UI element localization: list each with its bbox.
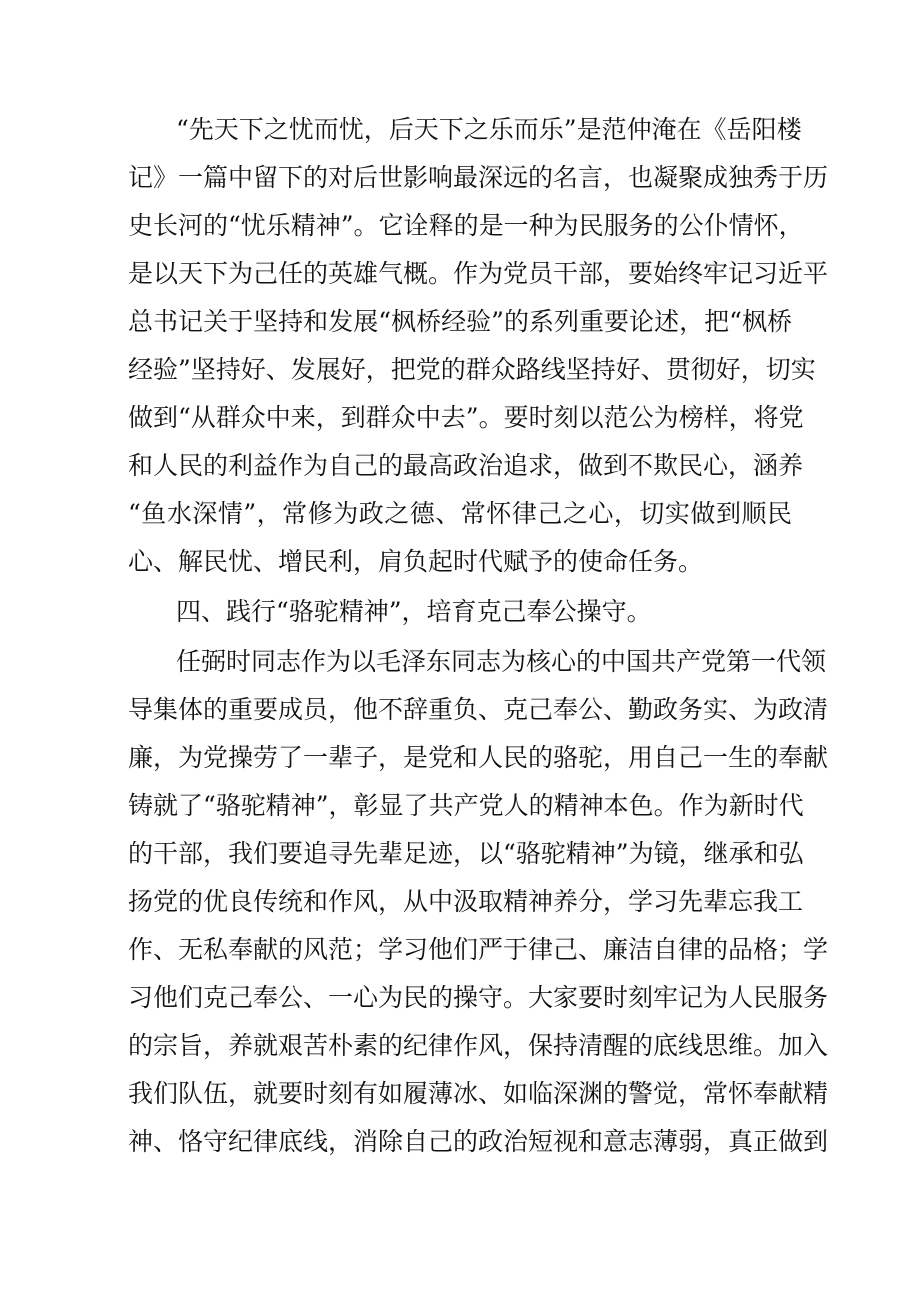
paragraph-line: 是以天下为己任的英雄气概。作为党员干部，要始终牢记习近平 xyxy=(128,259,829,288)
paragraph-line: 记》一篇中留下的对后世影响最深远的名言，也凝聚成独秀于历 xyxy=(128,163,829,192)
paragraph-line: 任弼时同志作为以毛泽东同志为核心的中国共产党第一代领 xyxy=(176,647,827,676)
paragraph-line: 的宗旨，养就艰苦朴素的纪律作风，保持清醒的底线思维。加入 xyxy=(128,1031,829,1060)
paragraph-line: 的干部，我们要追寻先辈足迹，以“骆驼精神”为镜，继承和弘 xyxy=(128,839,804,868)
paragraph-line: 导集体的重要成员，他不辞重负、克己奉公、勤政务实、为政清 xyxy=(128,695,829,724)
paragraph-line: 经验”坚持好、发展好，把党的群众路线坚持好、贯彻好，切实 xyxy=(128,355,816,384)
paragraph-line: 心、解民忧、增民利，肩负起时代赋予的使命任务。 xyxy=(128,547,704,576)
paragraph-line: 作、无私奉献的风范；学习他们严于律己、廉洁自律的品格；学 xyxy=(128,935,829,964)
paragraph-line: 和人民的利益作为自己的最高政治追求，做到不欺民心，涵养 xyxy=(128,451,804,480)
paragraph-line: 神、恪守纪律底线，消除自己的政治短视和意志薄弱，真正做到 xyxy=(128,1127,829,1156)
paragraph-line: 廉，为党操劳了一辈子，是党和人民的骆驼，用自己一生的奉献 xyxy=(128,743,829,772)
paragraph-line: 史长河的“忧乐精神”。它诠释的是一种为民服务的公仆情怀， xyxy=(128,211,804,240)
paragraph-line: 做到“从群众中来，到群众中去”。要时刻以范公为榜样，将党 xyxy=(128,403,804,432)
paragraph-line: 习他们克己奉公、一心为民的操守。大家要时刻牢记为人民服务 xyxy=(128,983,829,1012)
paragraph-line: “先天下之忧而忧，后天下之乐而乐”是范仲淹在《岳阳楼 xyxy=(176,115,802,144)
section-heading: 四、践行“骆驼精神”，培育克己奉公操守。 xyxy=(176,597,652,626)
paragraph-line: “鱼水深情”，常修为政之德、常怀律己之心，切实做到顺民 xyxy=(128,499,792,528)
paragraph-line: 扬党的优良传统和作风，从中汲取精神养分，学习先辈忘我工 xyxy=(128,887,804,916)
paragraph-line: 铸就了“骆驼精神”，彰显了共产党人的精神本色。作为新时代 xyxy=(128,791,804,820)
paragraph-line: 总书记关于坚持和发展“枫桥经验”的系列重要论述，把“枫桥 xyxy=(128,307,792,336)
paragraph-line: 我们队伍，就要时刻有如履薄冰、如临深渊的警觉，常怀奉献精 xyxy=(128,1079,829,1108)
